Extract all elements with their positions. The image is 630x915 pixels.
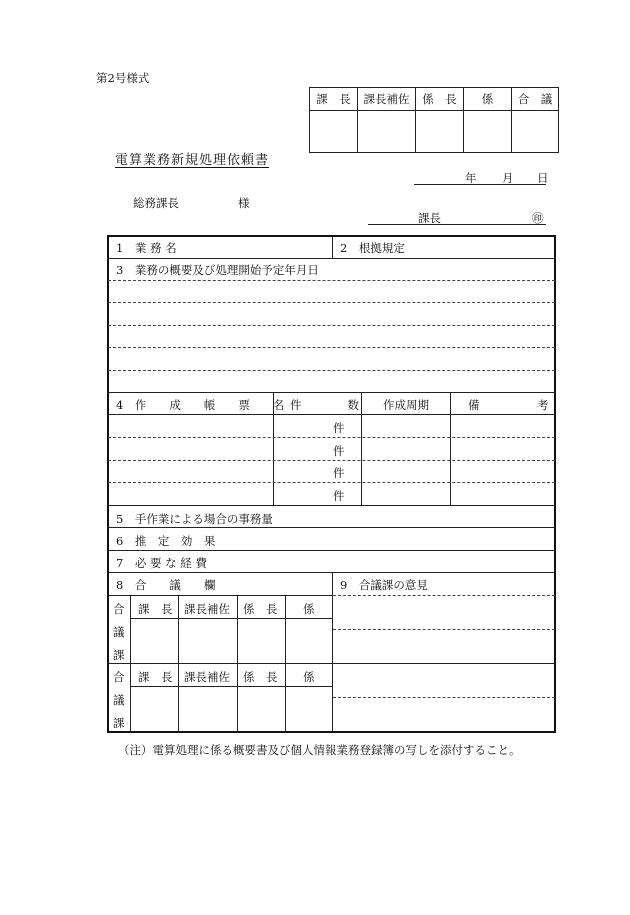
stamp-header-gogi: 合 議	[512, 88, 559, 111]
entry-line[interactable]	[108, 280, 555, 281]
count-unit: 件	[333, 444, 345, 458]
form-number: 第2号様式	[96, 71, 150, 85]
applicant-label: 課長	[418, 211, 441, 225]
date-day: 日	[537, 171, 549, 185]
row-divider	[333, 663, 555, 664]
section-4-header-form-name: 4 作 成 帳 票 名	[116, 398, 285, 412]
entry-line[interactable]	[333, 629, 555, 630]
row-divider	[107, 527, 556, 528]
count-unit: 件	[333, 466, 345, 480]
divider	[332, 235, 333, 258]
stamp-header-kakaricho: 係 長	[416, 88, 464, 111]
approval-stamp-table	[309, 87, 559, 153]
council-header-kacho: 課 長	[138, 670, 173, 684]
col-divider	[237, 595, 238, 663]
council-header-kacho: 課 長	[138, 602, 173, 616]
date-underline	[414, 170, 546, 185]
stamp-cell[interactable]	[310, 111, 358, 153]
section-4-header-count: 件 数	[290, 398, 359, 412]
row-divider	[107, 663, 332, 664]
section-3-label: 3 業務の概要及び処理開始予定年月日	[116, 263, 319, 277]
section-6-label: 6 推 定 効 果	[116, 534, 216, 548]
addressee-honorific: 様	[238, 196, 250, 210]
divider	[332, 572, 333, 733]
col-divider	[285, 595, 286, 663]
row-divider	[130, 618, 332, 619]
council-header-kakari: 係	[303, 602, 315, 616]
section-4-header-remarks: 備 考	[468, 398, 549, 412]
date-year: 年	[465, 171, 477, 185]
council-label-char: 議	[113, 693, 125, 707]
section-7-label: 7 必 要 な 経 費	[116, 556, 207, 570]
stamp-cell[interactable]	[512, 111, 559, 153]
section-1-label: 1 業 務 名	[116, 241, 177, 255]
council-label-char: 議	[113, 625, 125, 639]
council-header-kakaricho: 係 長	[243, 670, 278, 684]
entry-line[interactable]	[108, 460, 555, 461]
council-label-char: 課	[113, 716, 125, 730]
entry-line[interactable]	[108, 325, 555, 326]
section-5-label: 5 手作業による場合の事務量	[116, 512, 273, 526]
section-2-label: 2 根拠規定	[340, 241, 405, 255]
date-month: 月	[502, 171, 514, 185]
entry-line[interactable]	[108, 370, 555, 371]
council-label-char: 合	[113, 602, 125, 616]
entry-line[interactable]	[108, 437, 555, 438]
col-divider	[285, 663, 286, 733]
entry-line[interactable]	[108, 482, 555, 483]
addressee-name: 総務課長	[133, 196, 179, 210]
row-divider	[107, 595, 332, 596]
section-4-header-cycle: 作成周期	[383, 398, 429, 412]
row-divider	[107, 258, 556, 259]
stamp-header-kacho: 課 長	[310, 88, 358, 111]
row-divider	[107, 550, 556, 551]
document-title: 電算業務新規処理依頼書	[115, 153, 270, 168]
council-label-char: 合	[113, 670, 125, 684]
col-divider	[178, 663, 179, 733]
entry-line[interactable]	[333, 697, 555, 698]
section-8-label: 8 合 議 欄	[116, 578, 216, 592]
applicant-underline	[368, 210, 546, 225]
council-header-hosa: 課長補佐	[184, 670, 230, 684]
row-divider	[107, 392, 556, 393]
col-divider	[130, 595, 131, 733]
row-divider	[130, 686, 332, 687]
council-header-kakaricho: 係 長	[243, 602, 278, 616]
col-divider	[273, 392, 274, 505]
council-label-char: 課	[113, 648, 125, 662]
count-unit: 件	[333, 489, 345, 503]
entry-line[interactable]	[108, 302, 555, 303]
stamp-cell[interactable]	[416, 111, 464, 153]
council-header-hosa: 課長補佐	[184, 602, 230, 616]
entry-line[interactable]	[108, 347, 555, 348]
col-divider	[237, 663, 238, 733]
stamp-cell[interactable]	[464, 111, 512, 153]
stamp-header-hosa: 課長補佐	[358, 88, 416, 111]
col-divider	[178, 595, 179, 663]
row-divider	[107, 414, 556, 415]
col-divider	[450, 392, 451, 505]
section-9-label: 9 合議課の意見	[340, 578, 428, 592]
entry-line[interactable]	[333, 595, 555, 596]
footnote: （注）電算処理に係る概要書及び個人情報業務登録簿の写しを添付すること。	[118, 743, 521, 757]
count-unit: 件	[333, 421, 345, 435]
row-divider	[107, 505, 556, 506]
council-header-kakari: 係	[303, 670, 315, 684]
col-divider	[361, 392, 362, 505]
stamp-cell[interactable]	[358, 111, 416, 153]
stamp-header-kakari: 係	[464, 88, 512, 111]
seal-mark: ㊞	[532, 211, 544, 225]
